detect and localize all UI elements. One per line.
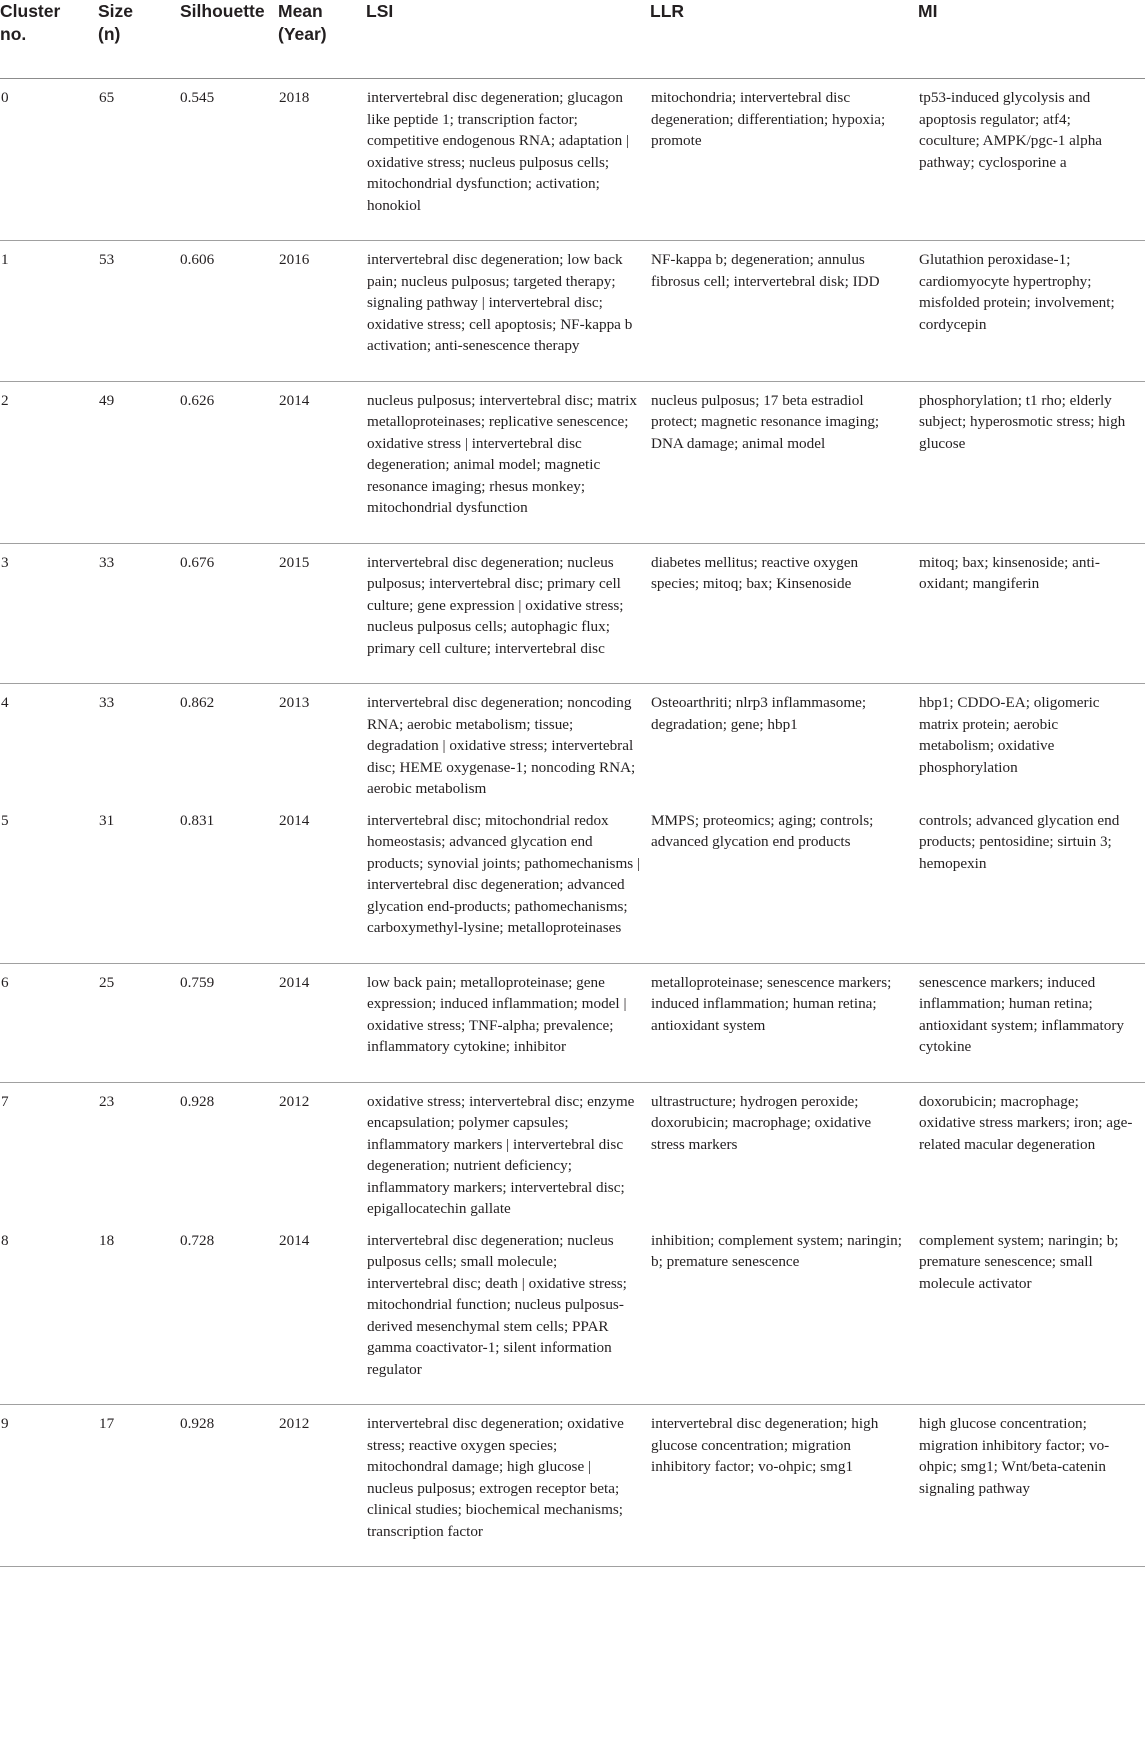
cell-mean: 2012	[278, 1405, 366, 1567]
cell-llr: MMPS; proteomics; aging; controls; advanced glycation end products	[650, 802, 918, 964]
cell-lsi: intervertebral disc degeneration; nucleus pulposus; intervertebral disc; primary cell culture; gene expression | oxidative stress; nucleus pulposus cells; autophagic flux; primary cell culture; intervertebral disc	[366, 543, 650, 684]
cell-silhouette: 0.626	[166, 381, 278, 543]
cell-mean: 2014	[278, 381, 366, 543]
cell-mi: mitoq; bax; kinsenoside; anti-oxidant; mangiferin	[918, 543, 1145, 684]
cell-mi: senescence markers; induced inflammation; human retina; antioxidant system; inflammatory cytokine	[918, 963, 1145, 1082]
cell-mean: 2012	[279, 1092, 310, 1110]
table-row	[0, 963, 1145, 1082]
cell-mi: hbp1; CDDO-EA; oligomeric matrix protein; aerobic metabolism; oxidative phosphorylation	[919, 694, 1100, 776]
cell-lsi: intervertebral disc; mitochondrial redox homeostasis; advanced glycation end products; synovial joints; pathomechanisms | intervertebral disc degeneration; advanced glycation end-products; pathomechanisms; carboxymethyl-lysine; metalloproteinases	[366, 802, 650, 964]
cell-mean: 2014	[278, 1222, 366, 1405]
table-header	[0, 0, 1145, 79]
table-row	[0, 1082, 1145, 1222]
cell-llr: inhibition; complement system; naringin; b; premature senescence	[650, 1222, 918, 1405]
cell-mean: 2015	[278, 543, 366, 684]
cell-silhouette: 0.759	[166, 963, 278, 1082]
cell-lsi: intervertebral disc degeneration; low back pain; nucleus pulposus; targeted therapy; signaling pathway | intervertebral disc; oxidative stress; cell apoptosis; NF-kappa b activation; anti-senescence therapy	[366, 241, 650, 382]
header-llr: LLR	[650, 0, 918, 79]
cell-silhouette: 0.545	[166, 79, 278, 241]
cell-cluster: 4	[1, 694, 9, 711]
cell-cluster: 7	[1, 1092, 9, 1110]
cell-mean: 2014	[278, 963, 366, 1082]
cell-llr: mitochondria; intervertebral disc degeneration; differentiation; hypoxia; promote	[650, 79, 918, 241]
table-row	[0, 1222, 1145, 1405]
cell-mi: controls; advanced glycation end products; pentosidine; sirtuin 3; hemopexin	[918, 802, 1145, 964]
table-row	[0, 684, 1145, 802]
cell-llr: ultrastructure; hydrogen peroxide; doxorubicin; macrophage; oxidative stress markers	[651, 1092, 872, 1153]
cell-lsi: intervertebral disc degeneration; oxidative stress; reactive oxygen species; mitochondral damage; high glucose | nucleus pulposus; extrogen receptor beta; clinical studies; biochemical mechanisms; transcription factor	[366, 1405, 650, 1567]
cell-llr: intervertebral disc degeneration; high glucose concentration; migration inhibitory factor; vo-ohpic; smg1	[650, 1405, 918, 1567]
cell-size: 33	[99, 694, 115, 711]
cell-llr: metalloproteinase; senescence markers; induced inflammation; human retina; antioxidant system	[650, 963, 918, 1082]
cell-mi: doxorubicin; macrophage; oxidative stress markers; iron; age-related macular degeneration	[919, 1092, 1133, 1153]
cell-size: 33	[98, 543, 166, 684]
cell-lsi: nucleus pulposus; intervertebral disc; matrix metalloproteinases; replicative senescence; oxidative stress | intervertebral disc degeneration; animal model; magnetic resonance imaging; rhesus monkey; mitochondrial dysfunction	[366, 381, 650, 543]
cell-mi: Glutathion peroxidase-1; cardiomyocyte hypertrophy; misfolded protein; involvement; cordycepin	[918, 241, 1145, 382]
cell-mi: tp53-induced glycolysis and apoptosis regulator; atf4; coculture; AMPK/pgc-1 alpha pathway; cyclosporine a	[918, 79, 1145, 241]
cell-lsi: intervertebral disc degeneration; noncoding RNA; aerobic metabolism; tissue; degradation | oxidative stress; intervertebral disc; HEME oxygenase-1; noncoding RNA; aerobic metabolism	[367, 694, 636, 797]
cell-mean: 2013	[279, 694, 310, 711]
cell-size: 23	[99, 1092, 115, 1110]
table-row	[0, 802, 1145, 964]
cell-llr: Osteoarthriti; nlrp3 inflammasome; degradation; gene; hbp1	[651, 694, 867, 733]
table-row	[0, 1405, 1145, 1567]
cell-cluster: 2	[0, 381, 98, 543]
header-mean: Mean (Year)	[278, 0, 366, 79]
table-body	[0, 79, 1145, 1567]
header-mi: MI	[918, 0, 1145, 79]
cell-size: 17	[98, 1405, 166, 1567]
cell-llr: diabetes mellitus; reactive oxygen species; mitoq; bax; Kinsenoside	[650, 543, 918, 684]
cell-lsi: intervertebral disc degeneration; glucagon like peptide 1; transcription factor; competitive endogenous RNA; adaptation | oxidative stress; nucleus pulposus cells; mitochondrial dysfunction; activation; honokiol	[366, 79, 650, 241]
cell-mi: phosphorylation; t1 rho; elderly subject; hyperosmotic stress; high glucose	[918, 381, 1145, 543]
cell-llr: NF-kappa b; degeneration; annulus fibrosus cell; intervertebral disk; IDD	[650, 241, 918, 382]
cell-size: 18	[98, 1222, 166, 1405]
cell-mean: 2014	[278, 802, 366, 964]
cell-llr: nucleus pulposus; 17 beta estradiol protect; magnetic resonance imaging; DNA damage; animal model	[650, 381, 918, 543]
cell-mean: 2018	[278, 79, 366, 241]
cell-silhouette: 0.831	[166, 802, 278, 964]
cell-silhouette: 0.728	[166, 1222, 278, 1405]
cell-silhouette: 0.928	[166, 1405, 278, 1567]
cell-silhouette: 0.676	[166, 543, 278, 684]
header-size: Size (n)	[98, 0, 166, 79]
cell-silhouette: 0.606	[166, 241, 278, 382]
cell-cluster: 9	[0, 1405, 98, 1567]
cell-size: 49	[98, 381, 166, 543]
table-row	[0, 381, 1145, 543]
header-silhouette: Silhouette	[166, 0, 278, 79]
cell-cluster: 6	[0, 963, 98, 1082]
cell-cluster: 5	[0, 802, 98, 964]
table-row	[0, 241, 1145, 382]
cell-lsi: low back pain; metalloproteinase; gene expression; induced inflammation; model | oxidative stress; TNF-alpha; prevalence; inflammatory cytokine; inhibitor	[366, 963, 650, 1082]
cell-size: 25	[98, 963, 166, 1082]
cell-mi: high glucose concentration; migration inhibitory factor; vo-ohpic; smg1; Wnt/beta-catenin signaling pathway	[918, 1405, 1145, 1567]
table-row	[0, 79, 1145, 241]
table-row	[0, 543, 1145, 684]
cell-lsi: intervertebral disc degeneration; nucleus pulposus cells; small molecule; intervertebral disc; death | oxidative stress; mitochondrial function; nucleus pulposus-derived mesenchymal stem cells; PPAR gamma coactivator-1; silent information regulator	[366, 1222, 650, 1405]
cell-silhouette: 0.862	[180, 694, 215, 711]
cell-size: 65	[98, 79, 166, 241]
cell-size: 53	[98, 241, 166, 382]
header-lsi: LSI	[366, 0, 650, 79]
cell-cluster: 3	[0, 543, 98, 684]
cell-lsi: oxidative stress; intervertebral disc; enzyme encapsulation; polymer capsules; inflammatory markers | intervertebral disc degeneration; nutrient deficiency; inflammatory markers; intervertebral disc; epigallocatechin gallate	[367, 1092, 635, 1217]
cell-mi: complement system; naringin; b; premature senescence; small molecule activator	[918, 1222, 1145, 1405]
header-cluster: Cluster no.	[0, 0, 98, 79]
cell-mean: 2016	[278, 241, 366, 382]
cell-cluster: 8	[0, 1222, 98, 1405]
cell-silhouette: 0.928	[180, 1092, 215, 1110]
cell-cluster: 0	[0, 79, 98, 241]
cell-cluster: 1	[0, 241, 98, 382]
cell-size: 31	[98, 802, 166, 964]
